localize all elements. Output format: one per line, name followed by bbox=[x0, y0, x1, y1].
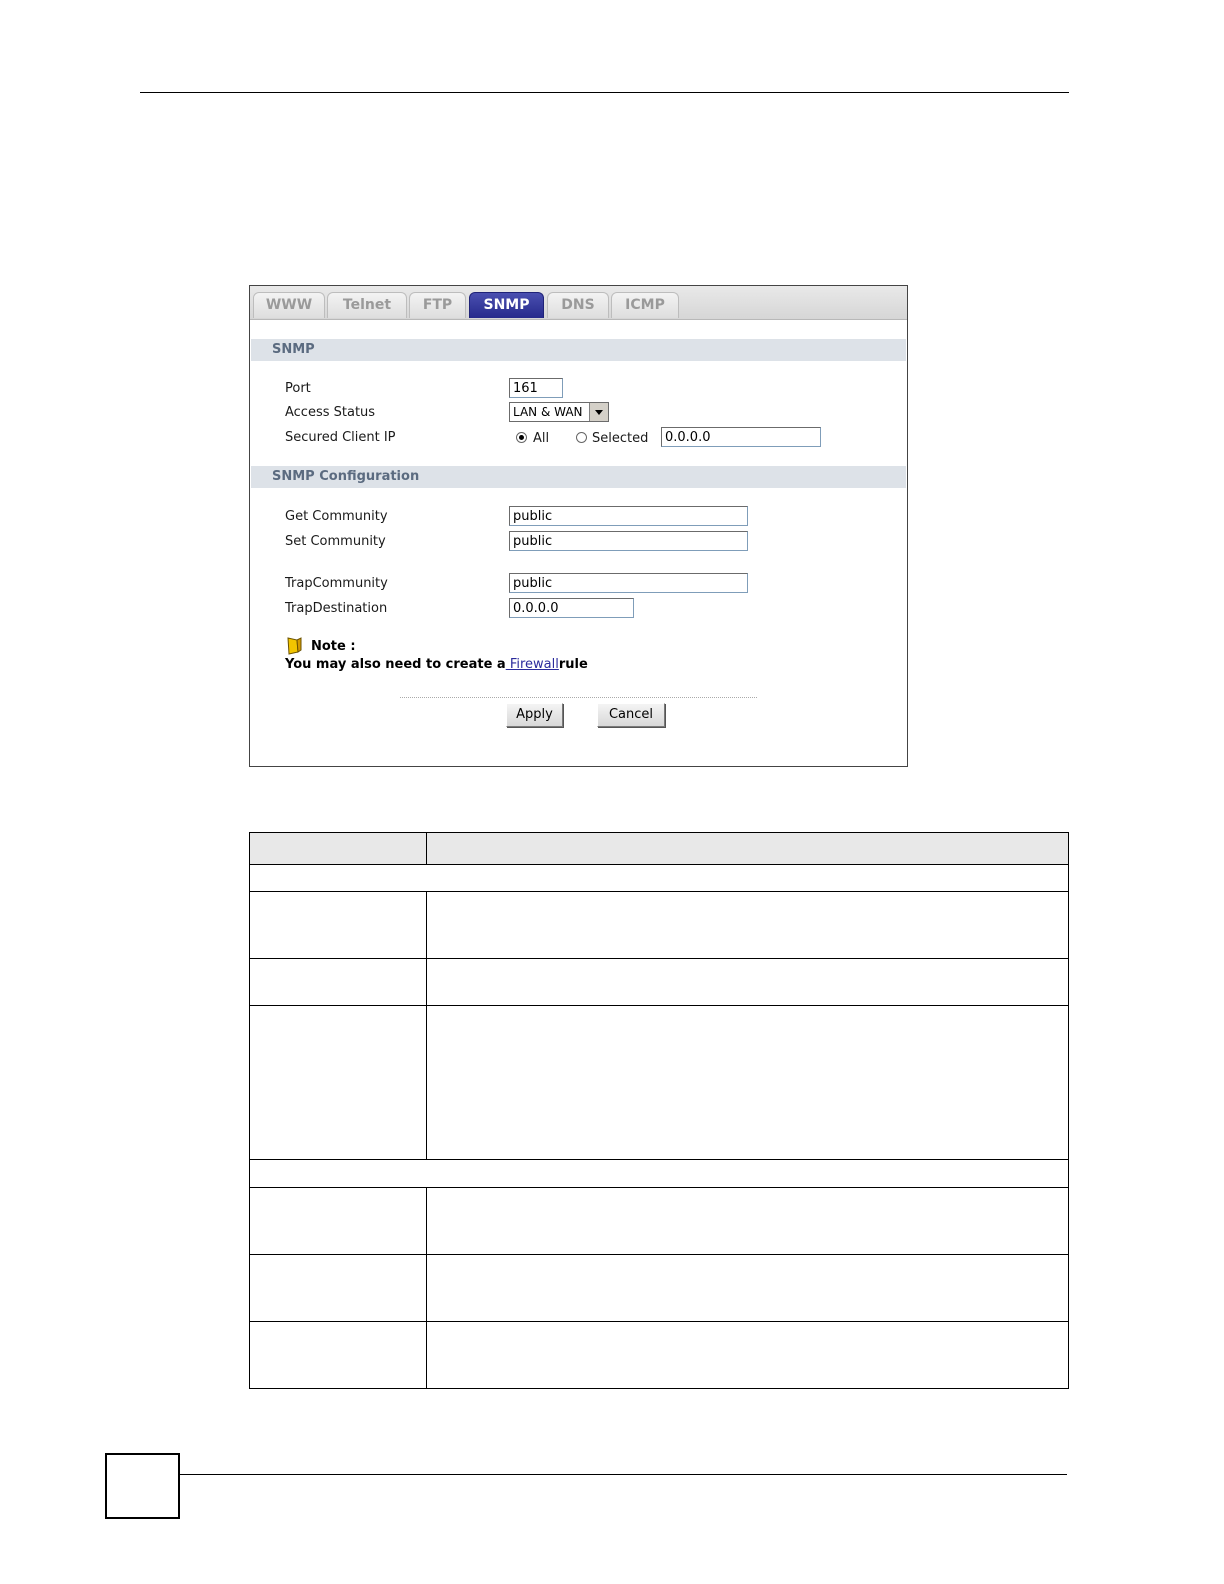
table-cell bbox=[250, 1006, 427, 1160]
table-section-row bbox=[250, 865, 1069, 892]
table-header-row bbox=[250, 833, 1069, 865]
table-header-cell bbox=[250, 833, 427, 865]
divider bbox=[400, 697, 757, 698]
note-icon bbox=[285, 636, 303, 656]
snmp-screen bbox=[249, 285, 908, 767]
table-cell bbox=[427, 1255, 1069, 1322]
trap-destination-input[interactable]: 0.0.0.0 bbox=[509, 598, 634, 618]
tab-dns[interactable]: DNS bbox=[547, 292, 609, 318]
note-title: Note : bbox=[311, 639, 356, 654]
radio-selected[interactable] bbox=[576, 432, 587, 443]
table-cell bbox=[250, 1188, 427, 1255]
table-cell bbox=[427, 1322, 1069, 1389]
tab-snmp[interactable]: SNMP bbox=[469, 292, 544, 318]
tab-ftp[interactable]: FTP bbox=[409, 292, 466, 318]
tab-www[interactable]: WWW bbox=[253, 292, 325, 318]
radio-all[interactable] bbox=[516, 432, 527, 443]
trap-community-label: TrapCommunity bbox=[285, 576, 388, 591]
get-community-input[interactable]: public bbox=[509, 506, 748, 526]
trap-destination-label: TrapDestination bbox=[285, 601, 388, 616]
footer-rule bbox=[178, 1474, 1067, 1475]
note-text-before: You may also need to create a bbox=[285, 657, 506, 672]
table-row bbox=[250, 892, 1069, 959]
set-community-label: Set Community bbox=[285, 534, 386, 549]
table-row bbox=[250, 1006, 1069, 1160]
page-number-box bbox=[105, 1453, 180, 1519]
tab-bar bbox=[250, 286, 907, 320]
note-text-after: rule bbox=[558, 657, 588, 672]
radio-selected-label: Selected bbox=[592, 431, 649, 446]
port-label: Port bbox=[285, 381, 311, 396]
field-description-table bbox=[249, 832, 1069, 1389]
access-status-select[interactable] bbox=[509, 402, 609, 422]
table-row bbox=[250, 1322, 1069, 1389]
snmp-section-heading: SNMP bbox=[251, 339, 906, 361]
config-section-heading: SNMP Configuration bbox=[251, 466, 906, 488]
table-cell bbox=[250, 1255, 427, 1322]
table-cell bbox=[427, 1006, 1069, 1160]
secured-client-ip-label: Secured Client IP bbox=[285, 430, 396, 445]
firewall-link[interactable]: Firewall bbox=[505, 657, 559, 672]
table-section-cell bbox=[250, 865, 1069, 892]
access-status-value: LAN & WAN bbox=[513, 405, 583, 419]
table-row bbox=[250, 959, 1069, 1006]
header-rule bbox=[140, 92, 1069, 93]
tab-icmp[interactable]: ICMP bbox=[611, 292, 679, 318]
table-row bbox=[250, 1188, 1069, 1255]
selected-ip-input[interactable]: 0.0.0.0 bbox=[661, 427, 821, 447]
table-cell bbox=[250, 892, 427, 959]
port-input[interactable]: 161 bbox=[509, 378, 563, 398]
table-cell bbox=[427, 959, 1069, 1006]
table-cell bbox=[250, 1322, 427, 1389]
table-section-cell bbox=[250, 1160, 1069, 1188]
tab-telnet[interactable]: Telnet bbox=[327, 292, 407, 318]
get-community-label: Get Community bbox=[285, 509, 388, 524]
table-section-row bbox=[250, 1160, 1069, 1188]
cancel-button[interactable]: Cancel bbox=[597, 703, 665, 727]
note-text bbox=[285, 657, 588, 672]
table-cell bbox=[427, 892, 1069, 959]
table-cell bbox=[250, 959, 427, 1006]
chevron-down-icon[interactable] bbox=[589, 403, 608, 421]
set-community-input[interactable]: public bbox=[509, 531, 748, 551]
table-cell bbox=[427, 1188, 1069, 1255]
radio-all-label: All bbox=[533, 431, 550, 446]
apply-button[interactable]: Apply bbox=[506, 703, 563, 727]
table-header-cell bbox=[427, 833, 1069, 865]
table-row bbox=[250, 1255, 1069, 1322]
access-status-label: Access Status bbox=[285, 405, 376, 420]
trap-community-input[interactable]: public bbox=[509, 573, 748, 593]
